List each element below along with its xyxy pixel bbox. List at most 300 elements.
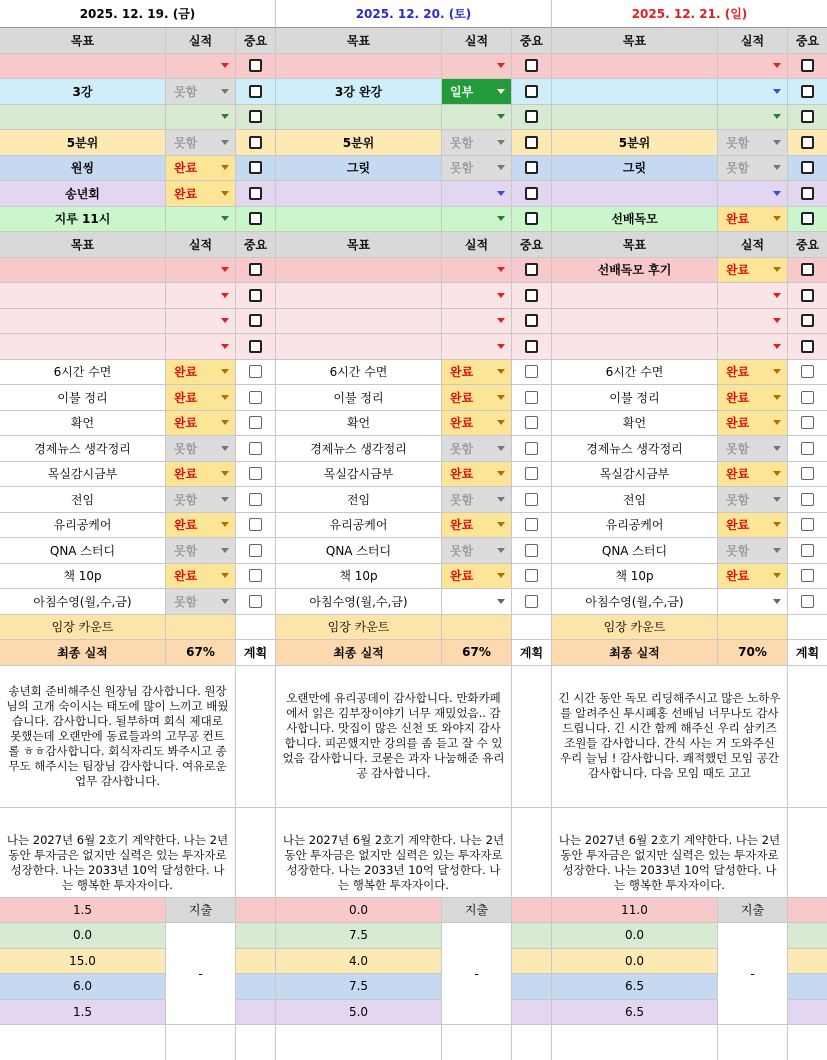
habit-goal[interactable]: QNA 스터디 xyxy=(552,538,718,564)
result-cell[interactable] xyxy=(442,156,512,182)
result-cell[interactable] xyxy=(718,181,788,207)
habit-goal[interactable]: 6시간 수면 xyxy=(276,360,442,386)
result-cell[interactable] xyxy=(442,105,512,131)
result-dropdown[interactable] xyxy=(718,105,787,130)
result-cell[interactable] xyxy=(718,130,788,156)
habit-important-cell[interactable] xyxy=(236,513,276,539)
important-checkbox[interactable] xyxy=(525,136,538,149)
result-cell[interactable] xyxy=(442,181,512,207)
habit-important-cell[interactable] xyxy=(512,589,552,615)
habit-important-cell[interactable] xyxy=(512,385,552,411)
goal-cell[interactable]: 선배독모 xyxy=(552,207,718,233)
goal-cell[interactable]: 선배독모 후기 xyxy=(552,258,718,284)
habit-result-cell[interactable] xyxy=(442,487,512,513)
result-dropdown[interactable] xyxy=(442,513,511,538)
important-checkbox[interactable] xyxy=(525,467,538,480)
important-cell[interactable] xyxy=(512,258,552,284)
habit-goal[interactable]: 확언 xyxy=(276,411,442,437)
result-cell[interactable] xyxy=(718,258,788,284)
result-cell[interactable] xyxy=(442,130,512,156)
result-cell[interactable] xyxy=(718,207,788,233)
result-dropdown[interactable] xyxy=(442,207,511,232)
result-dropdown[interactable] xyxy=(718,258,787,283)
result-dropdown[interactable] xyxy=(442,334,511,359)
goal-cell[interactable] xyxy=(552,283,718,309)
habit-important-cell[interactable] xyxy=(236,385,276,411)
result-cell[interactable] xyxy=(718,105,788,131)
goal-cell[interactable] xyxy=(552,334,718,360)
important-cell[interactable] xyxy=(788,334,827,360)
habit-goal[interactable]: 전임 xyxy=(0,487,166,513)
result-cell[interactable] xyxy=(166,309,236,335)
important-checkbox[interactable] xyxy=(525,416,538,429)
goal-cell[interactable]: 5분위 xyxy=(276,130,442,156)
important-cell[interactable] xyxy=(512,283,552,309)
result-cell[interactable] xyxy=(718,54,788,80)
habit-result-cell[interactable] xyxy=(442,360,512,386)
result-dropdown[interactable] xyxy=(166,385,235,410)
important-checkbox[interactable] xyxy=(801,187,814,200)
result-dropdown[interactable] xyxy=(166,283,235,308)
important-checkbox[interactable] xyxy=(801,569,814,582)
important-cell[interactable] xyxy=(512,54,552,80)
result-dropdown[interactable] xyxy=(718,309,787,334)
goal-cell[interactable] xyxy=(0,309,166,335)
habit-goal[interactable]: 경제뉴스 생각정리 xyxy=(276,436,442,462)
habit-goal[interactable]: 목실감시금부 xyxy=(276,462,442,488)
habit-important-cell[interactable] xyxy=(788,538,827,564)
goal-cell[interactable]: 5분위 xyxy=(0,130,166,156)
important-checkbox[interactable] xyxy=(249,595,262,608)
habit-important-cell[interactable] xyxy=(236,462,276,488)
result-cell[interactable] xyxy=(166,105,236,131)
result-dropdown[interactable] xyxy=(442,258,511,283)
habit-result-cell[interactable] xyxy=(166,513,236,539)
goal-cell[interactable] xyxy=(0,258,166,284)
result-dropdown[interactable] xyxy=(166,130,235,155)
habit-important-cell[interactable] xyxy=(788,487,827,513)
result-dropdown[interactable] xyxy=(718,156,787,181)
habit-goal[interactable]: 유리공케어 xyxy=(552,513,718,539)
result-dropdown[interactable] xyxy=(718,283,787,308)
important-checkbox[interactable] xyxy=(801,518,814,531)
important-cell[interactable] xyxy=(236,156,276,182)
result-dropdown[interactable] xyxy=(718,207,787,232)
result-dropdown[interactable] xyxy=(442,130,511,155)
important-cell[interactable] xyxy=(788,181,827,207)
important-cell[interactable] xyxy=(236,79,276,105)
habit-important-cell[interactable] xyxy=(512,538,552,564)
result-dropdown[interactable] xyxy=(718,54,787,79)
habit-result-cell[interactable] xyxy=(718,411,788,437)
result-dropdown[interactable] xyxy=(442,181,511,206)
result-cell[interactable] xyxy=(442,54,512,80)
goal-cell[interactable] xyxy=(276,258,442,284)
important-cell[interactable] xyxy=(236,309,276,335)
habit-result-cell[interactable] xyxy=(442,462,512,488)
result-dropdown[interactable] xyxy=(442,385,511,410)
habit-important-cell[interactable] xyxy=(788,589,827,615)
habit-result-cell[interactable] xyxy=(166,411,236,437)
result-cell[interactable] xyxy=(442,79,512,105)
habit-goal[interactable]: 이불 정리 xyxy=(0,385,166,411)
goal-cell[interactable] xyxy=(276,181,442,207)
result-dropdown[interactable] xyxy=(718,411,787,436)
result-dropdown[interactable] xyxy=(442,156,511,181)
result-cell[interactable] xyxy=(166,334,236,360)
goal-cell[interactable] xyxy=(276,207,442,233)
habit-goal[interactable]: 전임 xyxy=(552,487,718,513)
important-checkbox[interactable] xyxy=(249,442,262,455)
result-dropdown[interactable] xyxy=(718,436,787,461)
important-cell[interactable] xyxy=(788,54,827,80)
result-dropdown[interactable] xyxy=(718,589,787,614)
result-cell[interactable] xyxy=(166,156,236,182)
important-cell[interactable] xyxy=(512,309,552,335)
important-checkbox[interactable] xyxy=(801,391,814,404)
goal-cell[interactable]: 송년회 xyxy=(0,181,166,207)
important-checkbox[interactable] xyxy=(249,391,262,404)
important-cell[interactable] xyxy=(236,207,276,233)
habit-result-cell[interactable] xyxy=(718,487,788,513)
result-dropdown[interactable] xyxy=(718,538,787,563)
result-dropdown[interactable] xyxy=(442,360,511,385)
result-dropdown[interactable] xyxy=(718,462,787,487)
important-checkbox[interactable] xyxy=(249,518,262,531)
important-checkbox[interactable] xyxy=(249,212,262,225)
result-dropdown[interactable] xyxy=(166,156,235,181)
goal-cell[interactable] xyxy=(276,54,442,80)
goal-cell[interactable] xyxy=(0,54,166,80)
result-dropdown[interactable] xyxy=(442,564,511,589)
important-checkbox[interactable] xyxy=(249,569,262,582)
habit-goal[interactable]: 목실감시금부 xyxy=(0,462,166,488)
result-cell[interactable] xyxy=(718,334,788,360)
result-dropdown[interactable] xyxy=(718,130,787,155)
important-checkbox[interactable] xyxy=(525,289,538,302)
result-dropdown[interactable] xyxy=(442,538,511,563)
habit-goal[interactable]: QNA 스터디 xyxy=(276,538,442,564)
result-dropdown[interactable] xyxy=(718,181,787,206)
result-dropdown[interactable] xyxy=(166,538,235,563)
result-dropdown[interactable] xyxy=(166,105,235,130)
important-checkbox[interactable] xyxy=(525,569,538,582)
result-cell[interactable] xyxy=(166,207,236,233)
result-cell[interactable] xyxy=(718,283,788,309)
habit-result-cell[interactable] xyxy=(166,462,236,488)
important-cell[interactable] xyxy=(236,105,276,131)
habit-result-cell[interactable] xyxy=(442,589,512,615)
result-cell[interactable] xyxy=(442,258,512,284)
result-dropdown[interactable] xyxy=(718,360,787,385)
result-dropdown[interactable] xyxy=(718,79,787,104)
habit-important-cell[interactable] xyxy=(512,487,552,513)
important-checkbox[interactable] xyxy=(801,314,814,327)
goal-cell[interactable] xyxy=(276,283,442,309)
habit-result-cell[interactable] xyxy=(718,564,788,590)
important-checkbox[interactable] xyxy=(525,59,538,72)
important-checkbox[interactable] xyxy=(525,110,538,123)
habit-goal[interactable]: 확언 xyxy=(0,411,166,437)
habit-result-cell[interactable] xyxy=(166,589,236,615)
important-checkbox[interactable] xyxy=(525,595,538,608)
habit-important-cell[interactable] xyxy=(236,360,276,386)
habit-goal[interactable]: 유리공케어 xyxy=(276,513,442,539)
important-cell[interactable] xyxy=(512,334,552,360)
goal-cell[interactable]: 5분위 xyxy=(552,130,718,156)
habit-goal[interactable]: 경제뉴스 생각정리 xyxy=(0,436,166,462)
important-cell[interactable] xyxy=(788,130,827,156)
habit-goal[interactable]: 6시간 수면 xyxy=(0,360,166,386)
habit-important-cell[interactable] xyxy=(236,411,276,437)
important-checkbox[interactable] xyxy=(801,289,814,302)
result-dropdown[interactable] xyxy=(718,385,787,410)
result-cell[interactable] xyxy=(442,207,512,233)
goal-cell[interactable] xyxy=(276,309,442,335)
result-dropdown[interactable] xyxy=(166,79,235,104)
important-checkbox[interactable] xyxy=(801,59,814,72)
habit-important-cell[interactable] xyxy=(236,436,276,462)
important-cell[interactable] xyxy=(236,181,276,207)
result-cell[interactable] xyxy=(166,79,236,105)
habit-important-cell[interactable] xyxy=(788,411,827,437)
result-dropdown[interactable] xyxy=(166,564,235,589)
habit-result-cell[interactable] xyxy=(166,487,236,513)
goal-cell[interactable]: 지루 11시 xyxy=(0,207,166,233)
habit-goal[interactable]: 확언 xyxy=(552,411,718,437)
result-dropdown[interactable] xyxy=(718,334,787,359)
habit-important-cell[interactable] xyxy=(236,589,276,615)
goal-cell[interactable] xyxy=(0,334,166,360)
important-checkbox[interactable] xyxy=(525,314,538,327)
result-cell[interactable] xyxy=(442,283,512,309)
habit-goal[interactable]: 목실감시금부 xyxy=(552,462,718,488)
result-cell[interactable] xyxy=(718,156,788,182)
important-checkbox[interactable] xyxy=(249,416,262,429)
important-checkbox[interactable] xyxy=(249,314,262,327)
important-cell[interactable] xyxy=(236,258,276,284)
important-cell[interactable] xyxy=(788,79,827,105)
important-cell[interactable] xyxy=(788,105,827,131)
goal-cell[interactable] xyxy=(552,105,718,131)
important-checkbox[interactable] xyxy=(249,59,262,72)
habit-result-cell[interactable] xyxy=(718,589,788,615)
result-dropdown[interactable] xyxy=(442,105,511,130)
habit-result-cell[interactable] xyxy=(718,462,788,488)
important-cell[interactable] xyxy=(788,309,827,335)
habit-important-cell[interactable] xyxy=(788,513,827,539)
result-dropdown[interactable] xyxy=(442,411,511,436)
goal-cell[interactable]: 3강 완강 xyxy=(276,79,442,105)
habit-important-cell[interactable] xyxy=(512,411,552,437)
important-cell[interactable] xyxy=(788,283,827,309)
important-cell[interactable] xyxy=(236,334,276,360)
important-checkbox[interactable] xyxy=(249,110,262,123)
result-cell[interactable] xyxy=(718,309,788,335)
result-dropdown[interactable] xyxy=(442,487,511,512)
result-dropdown[interactable] xyxy=(442,589,511,614)
important-checkbox[interactable] xyxy=(249,340,262,353)
habit-result-cell[interactable] xyxy=(166,564,236,590)
goal-cell[interactable]: 그릿 xyxy=(276,156,442,182)
habit-important-cell[interactable] xyxy=(236,487,276,513)
important-checkbox[interactable] xyxy=(249,289,262,302)
result-cell[interactable] xyxy=(166,181,236,207)
important-checkbox[interactable] xyxy=(801,595,814,608)
result-dropdown[interactable] xyxy=(166,436,235,461)
goal-cell[interactable]: 3강 xyxy=(0,79,166,105)
result-dropdown[interactable] xyxy=(166,487,235,512)
important-cell[interactable] xyxy=(512,79,552,105)
goal-cell[interactable]: 원씽 xyxy=(0,156,166,182)
important-checkbox[interactable] xyxy=(525,442,538,455)
important-cell[interactable] xyxy=(788,156,827,182)
result-dropdown[interactable] xyxy=(442,283,511,308)
habit-result-cell[interactable] xyxy=(442,436,512,462)
important-checkbox[interactable] xyxy=(249,85,262,98)
habit-goal[interactable]: 책 10p xyxy=(552,564,718,590)
important-checkbox[interactable] xyxy=(525,544,538,557)
important-cell[interactable] xyxy=(512,130,552,156)
important-checkbox[interactable] xyxy=(525,391,538,404)
important-checkbox[interactable] xyxy=(801,212,814,225)
goal-cell[interactable] xyxy=(552,309,718,335)
result-dropdown[interactable] xyxy=(442,79,511,104)
habit-important-cell[interactable] xyxy=(788,564,827,590)
habit-goal[interactable]: 6시간 수면 xyxy=(552,360,718,386)
habit-goal[interactable]: 아침수영(월,수,금) xyxy=(276,589,442,615)
result-dropdown[interactable] xyxy=(166,462,235,487)
result-dropdown[interactable] xyxy=(442,462,511,487)
important-checkbox[interactable] xyxy=(525,365,538,378)
result-dropdown[interactable] xyxy=(166,589,235,614)
result-dropdown[interactable] xyxy=(166,513,235,538)
habit-result-cell[interactable] xyxy=(442,385,512,411)
important-checkbox[interactable] xyxy=(249,365,262,378)
important-checkbox[interactable] xyxy=(801,110,814,123)
habit-goal[interactable]: 이불 정리 xyxy=(552,385,718,411)
important-checkbox[interactable] xyxy=(525,263,538,276)
result-dropdown[interactable] xyxy=(166,54,235,79)
habit-result-cell[interactable] xyxy=(718,436,788,462)
habit-important-cell[interactable] xyxy=(512,564,552,590)
result-dropdown[interactable] xyxy=(442,54,511,79)
habit-result-cell[interactable] xyxy=(166,360,236,386)
important-checkbox[interactable] xyxy=(525,493,538,506)
habit-goal[interactable]: 경제뉴스 생각정리 xyxy=(552,436,718,462)
habit-result-cell[interactable] xyxy=(442,411,512,437)
habit-goal[interactable]: 유리공케어 xyxy=(0,513,166,539)
goal-cell[interactable] xyxy=(0,283,166,309)
habit-goal[interactable]: 책 10p xyxy=(0,564,166,590)
result-dropdown[interactable] xyxy=(166,309,235,334)
important-checkbox[interactable] xyxy=(801,263,814,276)
important-checkbox[interactable] xyxy=(525,187,538,200)
important-checkbox[interactable] xyxy=(525,212,538,225)
habit-result-cell[interactable] xyxy=(718,538,788,564)
habit-important-cell[interactable] xyxy=(788,462,827,488)
result-dropdown[interactable] xyxy=(166,411,235,436)
important-cell[interactable] xyxy=(512,181,552,207)
important-checkbox[interactable] xyxy=(525,340,538,353)
result-dropdown[interactable] xyxy=(166,258,235,283)
important-checkbox[interactable] xyxy=(249,493,262,506)
habit-result-cell[interactable] xyxy=(442,538,512,564)
habit-important-cell[interactable] xyxy=(236,538,276,564)
important-cell[interactable] xyxy=(512,105,552,131)
result-dropdown[interactable] xyxy=(166,334,235,359)
result-cell[interactable] xyxy=(718,79,788,105)
result-cell[interactable] xyxy=(166,258,236,284)
result-cell[interactable] xyxy=(166,54,236,80)
habit-result-cell[interactable] xyxy=(166,436,236,462)
goal-cell[interactable] xyxy=(276,334,442,360)
important-cell[interactable] xyxy=(788,207,827,233)
important-checkbox[interactable] xyxy=(801,416,814,429)
important-cell[interactable] xyxy=(236,130,276,156)
result-dropdown[interactable] xyxy=(166,207,235,232)
result-dropdown[interactable] xyxy=(718,564,787,589)
result-dropdown[interactable] xyxy=(718,487,787,512)
important-checkbox[interactable] xyxy=(525,161,538,174)
important-checkbox[interactable] xyxy=(801,467,814,480)
habit-result-cell[interactable] xyxy=(166,538,236,564)
important-checkbox[interactable] xyxy=(249,187,262,200)
important-checkbox[interactable] xyxy=(249,544,262,557)
important-checkbox[interactable] xyxy=(249,467,262,480)
habit-goal[interactable]: 전임 xyxy=(276,487,442,513)
habit-important-cell[interactable] xyxy=(512,436,552,462)
important-cell[interactable] xyxy=(236,283,276,309)
important-cell[interactable] xyxy=(512,156,552,182)
result-cell[interactable] xyxy=(166,283,236,309)
result-dropdown[interactable] xyxy=(718,513,787,538)
goal-cell[interactable] xyxy=(552,181,718,207)
important-checkbox[interactable] xyxy=(801,493,814,506)
important-checkbox[interactable] xyxy=(801,365,814,378)
important-cell[interactable] xyxy=(512,207,552,233)
goal-cell[interactable] xyxy=(552,79,718,105)
habit-goal[interactable]: 책 10p xyxy=(276,564,442,590)
important-cell[interactable] xyxy=(788,258,827,284)
important-checkbox[interactable] xyxy=(525,518,538,531)
important-checkbox[interactable] xyxy=(801,161,814,174)
important-checkbox[interactable] xyxy=(801,85,814,98)
important-checkbox[interactable] xyxy=(801,340,814,353)
habit-important-cell[interactable] xyxy=(512,360,552,386)
habit-important-cell[interactable] xyxy=(512,462,552,488)
important-checkbox[interactable] xyxy=(801,136,814,149)
habit-result-cell[interactable] xyxy=(166,385,236,411)
important-checkbox[interactable] xyxy=(249,161,262,174)
result-dropdown[interactable] xyxy=(442,309,511,334)
result-cell[interactable] xyxy=(442,334,512,360)
habit-result-cell[interactable] xyxy=(718,360,788,386)
goal-cell[interactable]: 그릿 xyxy=(552,156,718,182)
goal-cell[interactable] xyxy=(552,54,718,80)
important-checkbox[interactable] xyxy=(249,263,262,276)
habit-goal[interactable]: 아침수영(월,수,금) xyxy=(552,589,718,615)
habit-important-cell[interactable] xyxy=(788,436,827,462)
important-checkbox[interactable] xyxy=(801,544,814,557)
habit-goal[interactable]: 아침수영(월,수,금) xyxy=(0,589,166,615)
result-dropdown[interactable] xyxy=(442,436,511,461)
result-cell[interactable] xyxy=(442,309,512,335)
result-cell[interactable] xyxy=(166,130,236,156)
habit-result-cell[interactable] xyxy=(718,513,788,539)
habit-result-cell[interactable] xyxy=(442,513,512,539)
important-checkbox[interactable] xyxy=(525,85,538,98)
